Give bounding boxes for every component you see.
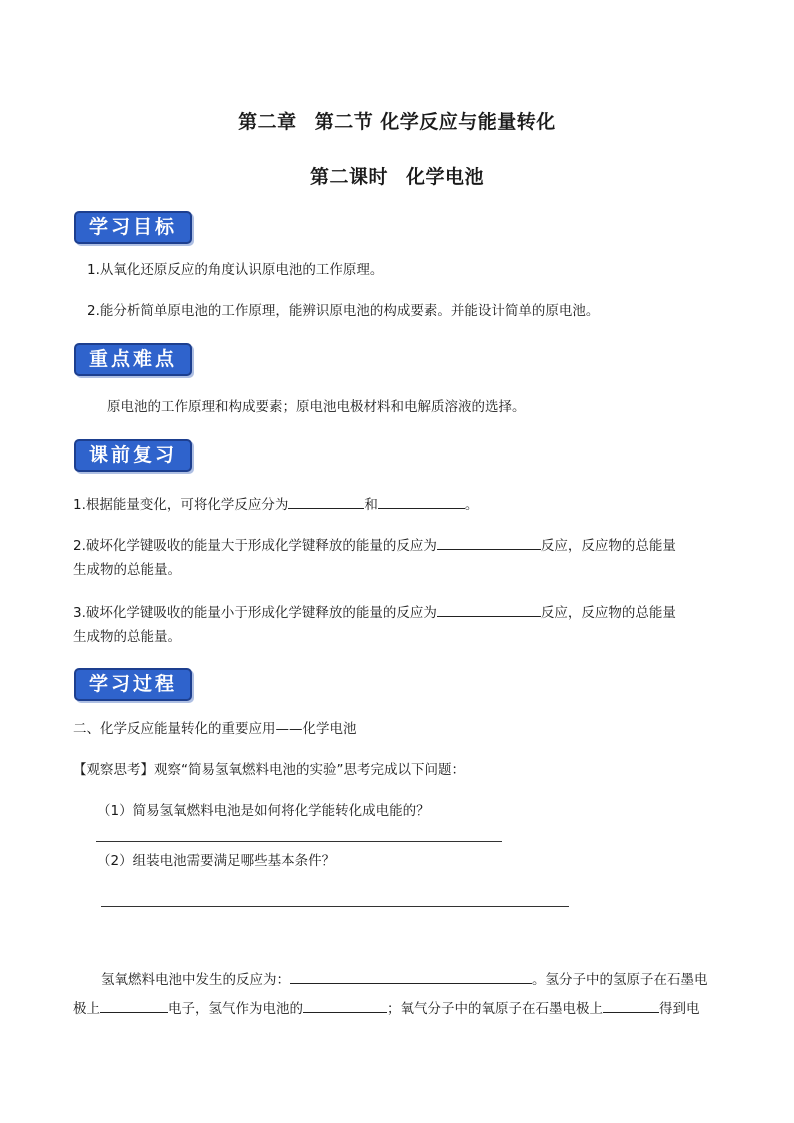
answer-blank[interactable]: [303, 998, 387, 1013]
review-question-2-cont: 生成物的总能量。: [73, 562, 181, 578]
answer-blank[interactable]: [100, 998, 168, 1013]
answer-blank[interactable]: [603, 998, 659, 1013]
key-points-text: 原电池的工作原理和构成要素；原电池电极材料和电解质溶液的选择。: [107, 399, 526, 415]
chapter-label: 第二章: [238, 111, 297, 133]
review-question-3-cont: 生成物的总能量。: [73, 629, 181, 645]
key-points-badge: 重点难点: [74, 343, 192, 376]
fuel-cell-paragraph-2: 极上 电子，氢气作为电池的 ；氧气分子中的氧原子在石墨电极上 得到电: [73, 998, 700, 1017]
answer-blank[interactable]: [378, 494, 465, 509]
lesson-label: 第二课时: [309, 166, 388, 188]
objectives-badge: 学习目标: [74, 211, 192, 244]
review-badge: 课前复习: [74, 439, 192, 472]
answer-line-2[interactable]: [101, 906, 569, 907]
lesson-topic: 化学电池: [406, 166, 485, 188]
answer-blank[interactable]: [437, 535, 541, 550]
sub-question-2: （2）组装电池需要满足哪些基本条件？: [97, 853, 336, 869]
fuel-cell-paragraph-1: 氢氧燃料电池中发生的反应为： 。氢分子中的氢原子在石墨电: [101, 969, 708, 988]
answer-blank[interactable]: [290, 969, 532, 984]
answer-blank[interactable]: [437, 602, 541, 617]
answer-line-1[interactable]: [96, 841, 502, 842]
sub-question-1: （1）简易氢氧燃料电池是如何将化学能转化成电能的？: [97, 803, 430, 819]
review-question-3: 3.破坏化学键吸收的能量小于形成化学键释放的能量的反应为 反应，反应物的总能量: [73, 602, 676, 621]
objective-item-1: 1.从氧化还原反应的角度认识原电池的工作原理。: [87, 262, 384, 278]
process-heading: 二、化学反应能量转化的重要应用——化学电池: [73, 721, 357, 737]
section-label: 第二节 化学反应与能量转化: [314, 111, 556, 133]
process-badge: 学习过程: [74, 668, 192, 701]
observe-prompt: 【观察思考】观察“简易氢氧燃料电池的实验”思考完成以下问题：: [73, 762, 465, 778]
page-subtitle: [0, 162, 794, 189]
page-title: [0, 107, 794, 134]
objective-item-2: 2.能分析简单原电池的工作原理，能辨识原电池的构成要素。并能设计简单的原电池。: [87, 303, 600, 319]
answer-blank[interactable]: [288, 494, 364, 509]
review-question-1: 1.根据能量变化，可将化学反应分为 和 。: [73, 494, 478, 513]
review-question-2: 2.破坏化学键吸收的能量大于形成化学键释放的能量的反应为 反应，反应物的总能量: [73, 535, 676, 554]
